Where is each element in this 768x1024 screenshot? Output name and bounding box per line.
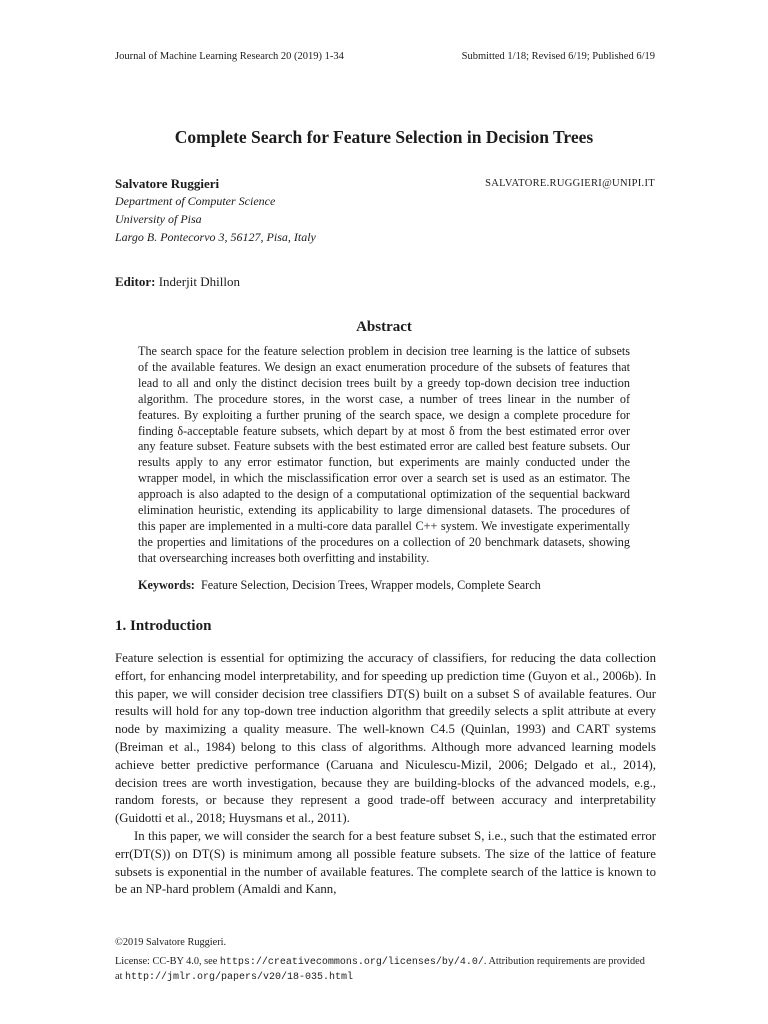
section-heading: 1. Introduction [115, 618, 212, 634]
intro-paragraph: Feature selection is essential for optimizing the accuracy of classifiers, for reducing the data collection effort, for enhancing model interpretability, and for speeding up prediction time (Guyon et al., 2006b). In this paper, we will consider decision tree classifiers DT(S) built on a subset S of available features. Our results will hold for any top-down tree induction algorithm that greedily selects a split attribute at every node by maximizing a quality measure. The well-known C4.5 (Quinlan, 1993) and CART systems (Breiman et al., 1984) belong to this class of algorithms. Although more advanced learning models achieve better predictive performance (Caruana and Niculescu-Mizil, 2006; Delgado et al., 2014), decision trees are worth investigation, because they are building-blocks of the advanced models, e.g., random forests, or because they represent a good trade-off between accuracy and interpretability (Guidotti et al., 2018; Huysmans et al., 2011). [115, 651, 656, 826]
abstract-text: The search space for the feature selection problem in decision tree learning is the lattice of subsets of the available features. We design an exact enumeration procedure of the subsets of features that lead to all and only the distinct decision trees built by a greedy top-down decision tree induction algorithm. The procedure stores, in the worst case, a number of trees linear in the number of features. By exploiting a further pruning of the search space, we design a complete procedure for finding δ-acceptable feature subsets, which depart by at most δ from the best estimated error over any feature subset. Feature subsets with the best estimated error are called best feature subsets. Our results apply to any error estimator function, but experiments are mainly conducted under the wrapper model, in which the misclassification error over a search set is used as an estimator. The approach is also adapted to the design of a computational optimization of the sequential backward elimination heuristic, extending its applicability to large dimensional datasets. The procedures of this paper are implemented in a multi-core data parallel C++ system. We investigate experimentally the properties and limitations of the procedures on a collection of 20 benchmark datasets, showing that oversearching increases both overfitting and instability. [138, 344, 630, 565]
editor-label: Editor: [115, 274, 156, 289]
editor-line [115, 274, 240, 290]
affiliation-department: Department of Computer Science [115, 194, 276, 208]
paper-url[interactable]: http://jmlr.org/papers/v20/18-035.html [125, 972, 354, 983]
keywords-label: Keywords: [138, 578, 195, 592]
license-url[interactable]: https://creativecommons.org/licenses/by/4.0/ [219, 957, 484, 968]
paper-title: Complete Search for Feature Selection in Decision Trees [174, 127, 594, 147]
license-prefix: License: CC-BY 4.0, see [115, 956, 220, 967]
license-line [115, 955, 656, 970]
author-name: Salvatore Ruggieri [115, 176, 220, 191]
introduction-body [115, 650, 656, 899]
keywords-line [138, 578, 541, 593]
running-header [115, 51, 655, 65]
copyright-line: ©2019 Salvatore Ruggieri. [115, 937, 227, 948]
submission-dates: Submitted 1/18; Revised 6/19; Published 6/19 [461, 51, 655, 62]
editor-name: Inderjit Dhillon [158, 274, 240, 289]
abstract-heading: Abstract [356, 319, 412, 335]
license-note: . Attribution requirements are provided [483, 956, 645, 967]
paper-url-prefix: at [115, 971, 126, 982]
journal-info: Journal of Machine Learning Research 20 (2019) 1-34 [115, 51, 344, 62]
paper-url-line [115, 970, 656, 985]
affiliation-university: University of Pisa [115, 212, 202, 226]
intro-paragraph: In this paper, we will consider the search for a best feature subset S, i.e., such that the estimated error err(DT(S)) on DT(S) is minimum among all possible feature subsets. The size of the lattice of feature subsets is exponential in the number of available features. The complete search of the lattice is known to be an NP-hard problem (Amaldi and Kann, [115, 828, 656, 897]
affiliation-address: Largo B. Pontecorvo 3, 56127, Pisa, Italy [115, 230, 316, 244]
author-email: SALVATORE.RUGGIERI@UNIPI.IT [485, 178, 655, 189]
keywords-list: Feature Selection, Decision Trees, Wrapper models, Complete Search [200, 578, 541, 592]
footnote [115, 936, 656, 985]
